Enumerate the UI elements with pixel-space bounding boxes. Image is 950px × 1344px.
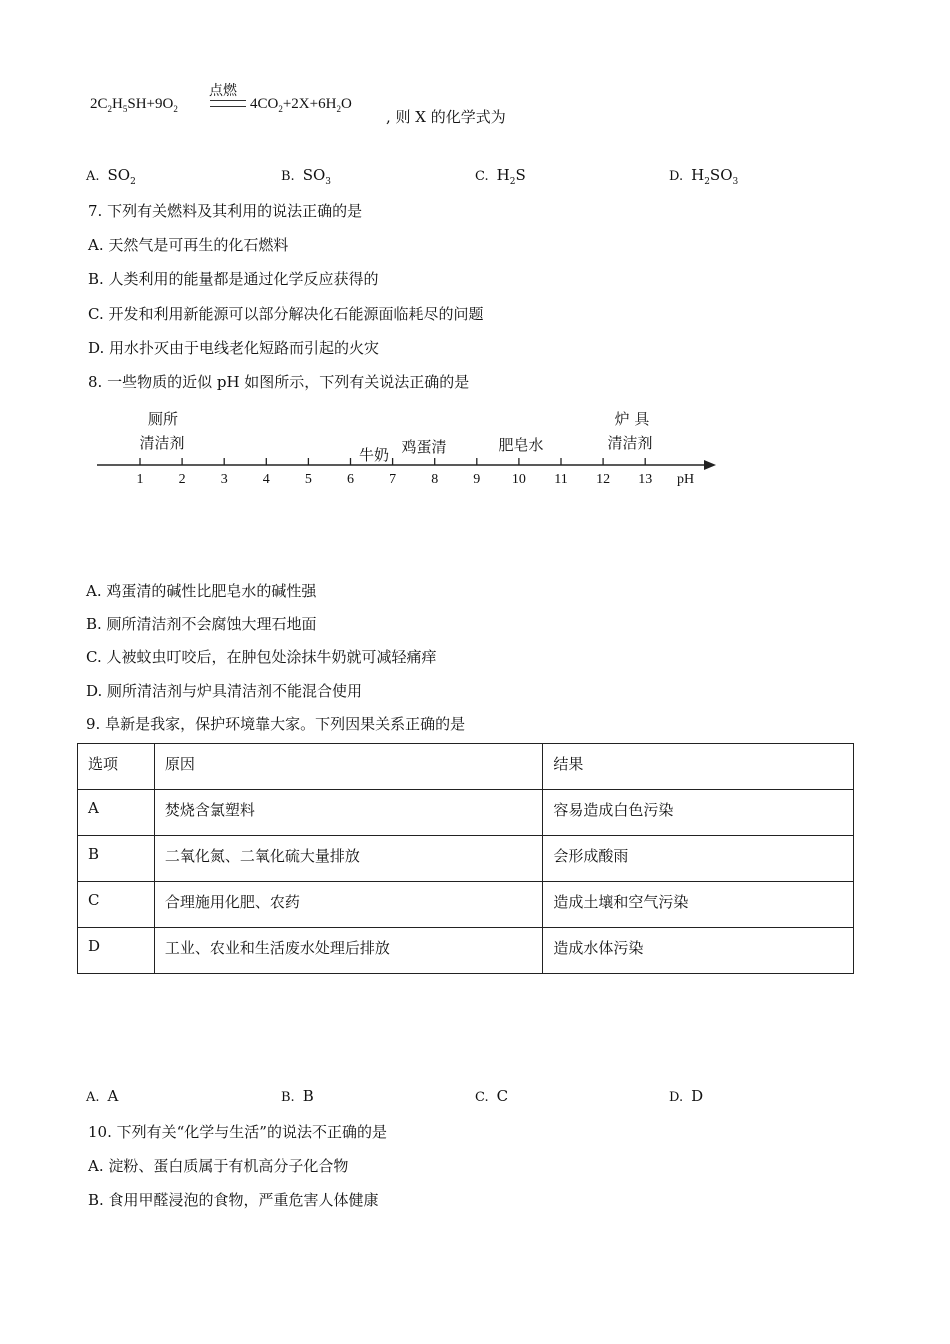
table-cell: 工业、农业和生活废水处理后排放 [154,928,542,974]
toilet-cleaner-label-2: 清洁剂 [139,434,185,452]
q10-option-a[interactable]: A. 淀粉、蛋白质属于有机高分子化合物 [88,1157,349,1175]
ph-axis-arrow [704,460,716,470]
q7-option-a[interactable]: A. 天然气是可再生的化石燃料 [88,236,289,254]
toilet-cleaner-label-1: 厕所 [147,410,178,428]
table-cell: D [78,928,155,974]
ph-unit-label: pH [677,472,695,487]
q8-option-a[interactable]: A. 鸡蛋清的碱性比肥皂水的碱性强 [86,582,317,600]
ph-tick-label: 4 [262,472,270,487]
stove-cleaner-label-1: 炉 具 [614,410,650,428]
q10-stem: 10. 下列有关“化学与生活”的说法不正确的是 [88,1123,387,1141]
q6-option-a[interactable]: A. $SO_2$ [86,166,136,187]
table-cell: 造成土壤和空气污染 [543,882,854,928]
table-row [78,790,854,836]
equation-lhs: $2C_2H_5SH+9O_2$ [90,96,178,114]
q7-option-b[interactable]: B. 人类利用的能量都是通过化学反应获得的 [88,270,379,288]
ph-tick-label: 12 [596,472,611,487]
milk-label: 牛奶 [358,446,389,464]
ph-tick-label: 8 [431,472,439,487]
equation-question: , 则 X 的化学式为 [386,108,506,126]
q8-option-d[interactable]: D. 厕所清洁剂与炉具清洁剂不能混合使用 [86,682,363,700]
stove-cleaner-label-2: 清洁剂 [607,434,653,452]
q8-option-c[interactable]: C. 人被蚊虫叮咬后，在肿包处涂抹牛奶就可减轻痛痒 [86,648,437,666]
soap-water-label: 肥皂水 [498,436,544,454]
table-cell: C [78,882,155,928]
table-cell: 二氧化氮、二氧化硫大量排放 [154,836,542,882]
cause-effect-table [77,743,854,974]
table-cell: 造成水体污染 [543,928,854,974]
q9-option-d[interactable]: D. D [669,1087,704,1105]
q7-option-d[interactable]: D. 用水扑灭由于电线老化短路而引起的火灾 [88,339,380,357]
table-row [78,928,854,974]
q9-option-a[interactable]: A. A [86,1087,119,1105]
table-cell: 容易造成白色污染 [543,790,854,836]
q10-option-b[interactable]: B. 食用甲醛浸泡的食物，严重危害人体健康 [88,1191,379,1209]
ph-tick-label: 7 [389,472,397,487]
ph-tick-label: 9 [473,472,481,487]
table-cell: 合理施用化肥、农药 [154,882,542,928]
ph-tick-label: 2 [178,472,186,487]
q9-option-b[interactable]: B. B [281,1087,314,1105]
egg-white-label: 鸡蛋清 [401,438,447,456]
table-cell: 焚烧含氯塑料 [154,790,542,836]
table-row [78,882,854,928]
equation-rhs: $4CO_2+2X+6H_2O$ [250,96,352,114]
q8-stem: 8. 一些物质的近似 pH 如图所示，下列有关说法正确的是 [88,373,470,391]
table-header-cell: 选项 [78,744,155,790]
table-cell: A [78,790,155,836]
table-header-row [78,744,854,790]
q6-option-c[interactable]: C. $H_2S$ [475,166,526,187]
table-row [78,836,854,882]
table-cell: 会形成酸雨 [543,836,854,882]
ph-tick-label: 1 [136,472,144,487]
q6-option-d[interactable]: D. $H_2SO_3$ [669,166,739,187]
q9-stem: 9. 阜新是我家，保护环境靠大家。下列因果关系正确的是 [86,715,466,733]
table-header-cell: 结果 [543,744,854,790]
ph-tick-label: 13 [638,472,653,487]
ph-tick-label: 6 [347,472,354,487]
q7-stem: 7. 下列有关燃料及其利用的说法正确的是 [88,202,363,220]
ph-tick-label: 5 [304,472,312,487]
q7-option-c[interactable]: C. 开发和利用新能源可以部分解决化石能源面临耗尽的问题 [88,305,484,323]
q9-option-c[interactable]: C. C [475,1087,509,1105]
q8-option-b[interactable]: B. 厕所清洁剂不会腐蚀大理石地面 [86,615,317,633]
q6-option-b[interactable]: B. $SO_3$ [281,166,331,187]
ph-tick-label: 11 [554,472,568,487]
ph-tick-label: 10 [511,472,526,487]
ph-tick-label: 3 [220,472,228,487]
reaction-condition: 点燃 [209,83,237,99]
table-cell: B [78,836,155,882]
table-header-cell: 原因 [154,744,542,790]
